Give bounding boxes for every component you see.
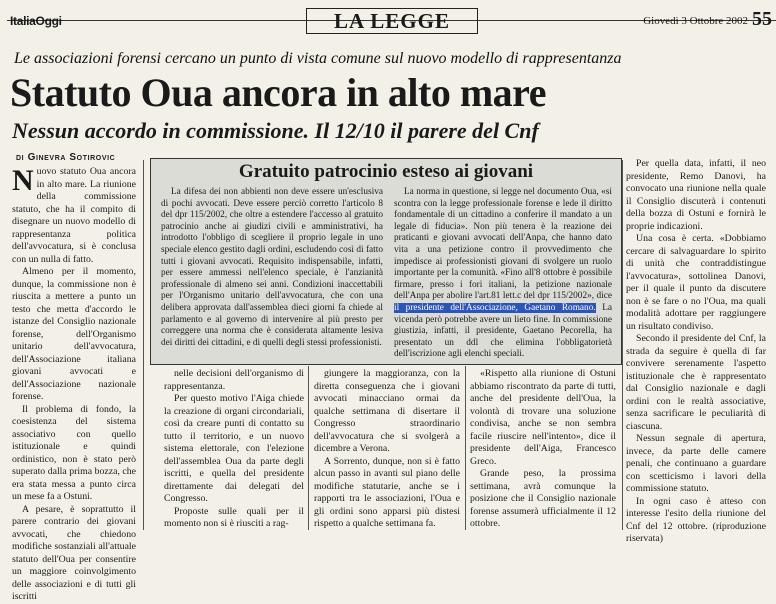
column-divider bbox=[143, 160, 144, 530]
sidebar-column-2 bbox=[394, 187, 612, 361]
paragraph: Per questo motivo l'Aiga chiede la creazione di organi circondariali, così da creare punti di contatto su tutto il territorio, e un nuovo sistema elettorale, con l'elezione dell'assemblea Oua da parte degli iscritti, e quella del presidente direttamente dai delegati del Congresso. bbox=[164, 393, 304, 504]
paragraph: nelle decisioni dell'organismo di rappresentanza. bbox=[164, 368, 304, 392]
column-divider bbox=[622, 160, 623, 530]
paragraph: Il problema di fondo, la coesistenza del sistema associativo con quello istituzionale e quindi ordinistico, non è stato però superato dalla prima bozza, che era stata messa a punto circa un mese fa a Ostuni. bbox=[12, 403, 136, 502]
paragraph: Per quella data, infatti, il neo presidente, Remo Danovi, ha convocato una riunione nella quale il Consiglio discuterà i contenuti della bozza di Ostuni e fornirà le proprie indicazioni. bbox=[626, 158, 766, 232]
section-label: LA LEGGE bbox=[306, 8, 478, 34]
article-byline: di Ginevra Sotirovic bbox=[16, 152, 116, 163]
newspaper-logo: ItaliaOggi bbox=[10, 14, 62, 28]
paragraph: In ogni caso è atteso con interesse l'esito della riunione del Cnf del 12 ottobre. (riproduzione riservata) bbox=[626, 495, 766, 544]
article-subhead: Nessun accordo in commissione. Il 12/10 il parere del Cnf bbox=[12, 118, 539, 143]
article-headline: Statuto Oua ancora in alto mare bbox=[10, 70, 546, 115]
paragraph: La difesa dei non abbienti non deve essere un'esclusiva di pochi avvocati. Deve essere perciò corretto l'articolo 8 del dpr 115/2002, che oltre a estendere l'accesso al gratuito patrocinio anche ai giudizi civili e amministrativi, ha introdotto l'obbligo di scegliere il proprio legale in uno speciale elenco gestito dagli ordini, escludendo così di fatto tutti i giovani avvocati. Requisito indispensabile, infatti, per essere ammessi nell'elenco speciale, è l'anzianità professionale di almeno sei anni. Condizioni inaccettabili per l'Organismo unitario dell'avvocatura, che con una delibera approvata dall'assemblea dieci giorni fa chiede al parlamento e al governo di intervenire al più presto per correggere una norma che è considerata altamente lesiva dei diritti dei cittadini, e di quelli degli stessi professionisti. bbox=[161, 187, 383, 348]
paragraph: Una cosa è certa. «Dobbiamo cercare di salvaguardare lo spirito di unità che contraddistingue l'avvocatura», sottolinea Danovi, per il quale il punto da discutere non è se fare o no l'Oua, ma quali modalità adottare per raggiungere un risultato condiviso. bbox=[626, 233, 766, 332]
page-number: 55 bbox=[752, 8, 772, 30]
paragraph: Secondo il presidente del Cnf, la strada da seguire è quella di far convivere serenamente l'aspetto istituzionale che è rappresentato dal Consiglio nazionale e dagli ordini con le realtà associative, senza sacrificare le peculiarità di ciascuna. bbox=[626, 333, 766, 432]
paragraph: La norma in questione, si legge nel documento Oua, «si scontra con la legge professionale forense e lede il diritto fondamentale di un cittadino a conferire il mandato a un legale di fiducia». Non più tenera è la reazione dei praticanti e giovani avvocati dell'Anpa, che hanno dato vita a una petizione contro il provvedimento che impedisce ai professionisti giovani di svolgere un ruolo importante per la comunità. «Fino all'8 ottobre è possibile firmare, presso i fori italiani, la petizione nazionale dell'Anpa per abolire l'art.81 lett.c del dpr 115/2002», dice il presidente dell'Associazione, Gaetano Romano. La vicenda però potrebbe avere un lieto fine. In commissione giustizia, infatti, il presidente, Gaetano Pecorella, ha presentato un ddl che elimina l'obbligatorietà dell'iscrizione agli elenchi speciali. bbox=[394, 187, 612, 360]
drop-cap: N bbox=[12, 164, 34, 197]
paragraph: Proposte sulle quali per il momento non si è riusciti a rag- bbox=[164, 505, 304, 529]
paragraph: Almeno per il momento, dunque, la commissione non è riuscita a mettere a punto un testo che metta d'accordo le istanze del Consiglio nazionale forense, dell'Organismo unitario dell'avvocatura, dell'Associazione italiana giovani avvocati e dell'Associazione nazionale forense. bbox=[12, 266, 136, 402]
paragraph: giungere la maggioranza, con la diretta conseguenza che i giovani avvocati minacciano ormai da qualche settimana di disertare il Congresso straordinario dell'avvocatura che si svolgerà a dicembre a Verona. bbox=[314, 368, 460, 454]
article-column-3 bbox=[314, 368, 460, 531]
sidebar-title: Gratuito patrocinio esteso ai giovani bbox=[238, 161, 534, 182]
article-column-1 bbox=[12, 166, 136, 604]
text-selection-highlight[interactable]: il presidente dell'Associazione, Gaetano Romano. bbox=[394, 302, 596, 313]
article-kicker: Le associazioni forensi cercano un punto di vista comune sul nuovo modello di rappresentanza bbox=[14, 50, 622, 67]
sidebar-column-1 bbox=[161, 187, 383, 349]
paragraph: Nessun segnale di apertura, invece, da parte delle camere penali, che continuano a guardare con scetticismo i lavori della commissione statuto. bbox=[626, 433, 766, 494]
issue-date: Giovedì 3 Ottobre 2002 bbox=[643, 15, 748, 27]
paragraph: A pesare, è soprattutto il parere contrario dei giovani avvocati, che chiedono modifiche sostanziali all'attuale statuto dell'Oua per consentire un maggiore coinvolgimento delle associazioni e di tutti gli iscritti bbox=[12, 503, 136, 602]
article-column-4 bbox=[470, 368, 616, 531]
paragraph: «Rispetto alla riunione di Ostuni abbiamo riscontrato da parte di tutti, anche del presidente dell'Oua, la volontà di trovare una soluzione condivisa, anche se non sembra facile riuscire nell'intento», dice il presidente dell'Aiga, Francesco Greco. bbox=[470, 368, 616, 467]
masthead bbox=[10, 6, 772, 36]
paragraph: Grande peso, la prossima settimana, avrà comunque la posizione che il Consiglio nazionale forense assumerà ufficialmente il 12 ottobre. bbox=[470, 468, 616, 529]
article-column-5 bbox=[626, 158, 766, 546]
paragraph: Nuovo statuto Oua ancora in alto mare. La riunione della commissione statuto, che ha il compito di disegnare un nuovo modello di rappresentanza politica dell'avvocatura, si è conclusa con un nulla di fatto. bbox=[12, 164, 136, 265]
column-divider bbox=[308, 366, 309, 530]
sidebar-box bbox=[150, 158, 622, 365]
column-divider bbox=[465, 366, 466, 530]
paragraph: A Sorrento, dunque, non si è fatto alcun passo in avanti sul piano delle modifiche statutarie, anche se i rapporti tra le associazioni, l'Oua e gli ordini sono apparsi più distesi rispetto a qualche settimana fa. bbox=[314, 455, 460, 529]
article-column-2 bbox=[164, 368, 304, 531]
